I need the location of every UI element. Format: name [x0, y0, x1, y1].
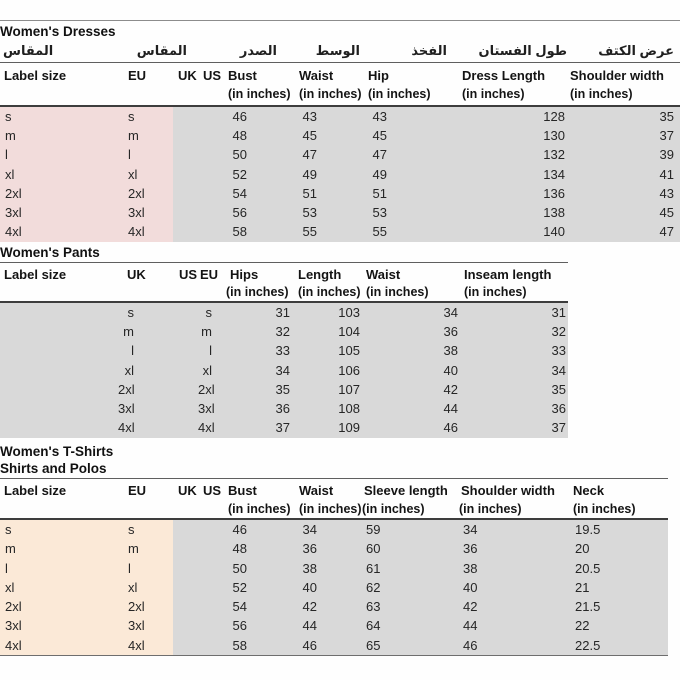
- cell-uk: [173, 636, 200, 656]
- cell-shoulder-width: 47: [568, 222, 680, 242]
- col-header-uk: UK: [178, 68, 197, 83]
- cell-label-size: [0, 361, 118, 381]
- cell-length: 108: [296, 399, 362, 419]
- cell-uk: [173, 520, 200, 540]
- dresses-table-row: [0, 203, 680, 222]
- dresses-table-row: [0, 145, 680, 164]
- cell-waist: 34: [366, 303, 460, 323]
- arabic-label-hip: الفخذ: [411, 43, 447, 58]
- cell-uk: [173, 559, 200, 579]
- cell-waist: 38: [366, 341, 460, 361]
- cell-shoulder-width: 43: [568, 184, 680, 204]
- cell-waist: 46: [366, 418, 460, 438]
- cell-shoulder-width: 36: [459, 539, 571, 559]
- tshirts-table-row: [0, 520, 668, 539]
- pants-table-body: [0, 303, 568, 437]
- cell-dress-length: 134: [462, 165, 568, 185]
- cell-eu-size: xl: [115, 578, 173, 598]
- cell-eu-size: m: [198, 322, 224, 342]
- cell-dress-length: 130: [462, 126, 568, 146]
- cell-label-size: m: [0, 539, 115, 559]
- cell-bust: 50: [226, 559, 250, 579]
- pants-table-row: [0, 341, 568, 360]
- cell-shoulder-width: 38: [459, 559, 571, 579]
- cell-us: [200, 636, 226, 656]
- pants-table-row: [0, 322, 568, 341]
- cell-eu-size: 3xl: [115, 203, 173, 223]
- cell-label-size: 3xl: [0, 203, 115, 223]
- cell-label-size: [0, 341, 118, 361]
- unit-label: (in inches): [570, 87, 633, 101]
- cell-label-size: m: [0, 126, 115, 146]
- cell-waist: 42: [297, 597, 320, 617]
- cell-dress-length: 140: [462, 222, 568, 242]
- cell-label-size: 4xl: [0, 636, 115, 656]
- cell-uk: [173, 597, 200, 617]
- cell-label-size: xl: [0, 578, 115, 598]
- col-header-waist: Waist: [299, 483, 334, 498]
- tshirts-units-row: [0, 502, 668, 518]
- cell-us: [150, 341, 198, 361]
- arabic-label-size: المقاس: [3, 43, 54, 58]
- cell-bust: 48: [226, 126, 250, 146]
- cell-hip: 49: [368, 165, 390, 185]
- cell-bust: 46: [226, 107, 250, 127]
- col-header-label-size: Label size: [4, 483, 67, 498]
- dresses-table-row: [0, 184, 680, 203]
- cell-hips: 37: [224, 418, 292, 438]
- dresses-table-row: [0, 107, 680, 126]
- cell-eu-size: xl: [115, 165, 173, 185]
- cell-waist: 46: [297, 636, 320, 656]
- pants-title: Women's Pants: [0, 245, 100, 260]
- cell-uk-size: 3xl: [118, 399, 150, 419]
- unit-label: (in inches): [462, 87, 525, 101]
- cell-uk: [173, 107, 200, 127]
- cell-us: [200, 165, 226, 185]
- pants-size-table: [0, 243, 568, 438]
- cell-eu-size: l: [115, 559, 173, 579]
- tshirts-subtitle-row: [0, 460, 668, 478]
- cell-shoulder-width: 40: [459, 578, 571, 598]
- unit-label: (in inches): [228, 502, 291, 516]
- cell-uk: [173, 203, 200, 223]
- cell-hip: 51: [368, 184, 390, 204]
- cell-hip: 55: [368, 222, 390, 242]
- cell-dress-length: 136: [462, 184, 568, 204]
- dresses-arabic-header-row: [0, 41, 680, 62]
- cell-neck: 21.5: [571, 597, 668, 617]
- cell-waist: 55: [297, 222, 320, 242]
- cell-uk: [173, 126, 200, 146]
- cell-waist: 51: [297, 184, 320, 204]
- cell-us: [200, 126, 226, 146]
- cell-eu-size: 2xl: [115, 597, 173, 617]
- cell-neck: 21: [571, 578, 668, 598]
- tshirts-size-table: [0, 441, 668, 656]
- col-header-eu: EU: [200, 267, 219, 282]
- cell-label-size: [0, 380, 118, 400]
- cell-shoulder-width: 39: [568, 145, 680, 165]
- cell-neck: 20: [571, 539, 668, 559]
- cell-us: [150, 399, 198, 419]
- col-header-waist: Waist: [299, 68, 334, 83]
- cell-eu-size: 3xl: [198, 399, 224, 419]
- cell-eu-size: 2xl: [115, 184, 173, 204]
- cell-hips: 34: [224, 361, 292, 381]
- cell-uk: [173, 616, 200, 636]
- cell-bust: 56: [226, 203, 250, 223]
- col-header-hips: Hips: [230, 267, 259, 282]
- cell-length: 104: [296, 322, 362, 342]
- cell-label-size: 2xl: [0, 184, 115, 204]
- cell-waist: 45: [297, 126, 320, 146]
- cell-us: [200, 222, 226, 242]
- cell-shoulder-width: 37: [568, 126, 680, 146]
- unit-label: (in inches): [368, 87, 431, 101]
- pants-table-row: [0, 361, 568, 380]
- cell-uk-size: xl: [118, 361, 150, 381]
- cell-waist: 44: [297, 616, 320, 636]
- cell-label-size: s: [0, 107, 115, 127]
- unit-label: (in inches): [573, 502, 636, 516]
- cell-eu-size: 4xl: [198, 418, 224, 438]
- cell-neck: 20.5: [571, 559, 668, 579]
- cell-us: [200, 578, 226, 598]
- tshirts-title-row: [0, 441, 668, 460]
- cell-waist: 47: [297, 145, 320, 165]
- cell-us: [200, 616, 226, 636]
- cell-sleeve-length: 61: [362, 559, 459, 579]
- dresses-table-body: [0, 107, 680, 241]
- cell-label-size: [0, 322, 118, 342]
- cell-dress-length: 132: [462, 145, 568, 165]
- cell-waist: 43: [297, 107, 320, 127]
- cell-waist: 42: [366, 380, 460, 400]
- cell-neck: 19.5: [571, 520, 668, 540]
- cell-waist: 49: [297, 165, 320, 185]
- pants-title-row: [0, 243, 568, 262]
- cell-uk-size: l: [118, 341, 150, 361]
- col-header-dress-length: Dress Length: [462, 68, 546, 83]
- arabic-label-bust: الصدر: [239, 43, 277, 58]
- cell-inseam-length: 35: [464, 380, 568, 400]
- pants-table-row: [0, 418, 568, 437]
- tshirts-table-row: [0, 597, 668, 616]
- tshirts-table-body: [0, 520, 668, 655]
- cell-label-size: l: [0, 559, 115, 579]
- arabic-label-waist: الوسط: [315, 43, 360, 58]
- cell-bust: 56: [226, 616, 250, 636]
- tshirts-header-row: [0, 479, 668, 502]
- pants-table-row: [0, 380, 568, 399]
- cell-length: 103: [296, 303, 362, 323]
- dresses-title: Women's Dresses: [0, 24, 116, 39]
- cell-hips: 35: [224, 380, 292, 400]
- col-header-length: Length: [298, 267, 342, 282]
- cell-hips: 33: [224, 341, 292, 361]
- dresses-table-row: [0, 222, 680, 241]
- col-header-sleeve-length: Sleeve length: [364, 483, 448, 498]
- tshirts-table-row: [0, 559, 668, 578]
- pants-table-row: [0, 303, 568, 322]
- cell-hip: 53: [368, 203, 390, 223]
- cell-shoulder-width: 46: [459, 636, 571, 656]
- col-header-us: US: [203, 68, 222, 83]
- unit-label: (in inches): [298, 285, 361, 299]
- dresses-units-row: [0, 87, 680, 105]
- col-header-waist: Waist: [366, 267, 401, 282]
- cell-label-size: 2xl: [0, 597, 115, 617]
- cell-hips: 36: [224, 399, 292, 419]
- cell-eu-size: m: [115, 126, 173, 146]
- cell-waist: 44: [366, 399, 460, 419]
- cell-us: [200, 203, 226, 223]
- unit-label: (in inches): [299, 502, 362, 516]
- dresses-header-row: [0, 63, 680, 87]
- cell-uk-size: 4xl: [118, 418, 150, 438]
- col-header-eu: EU: [128, 483, 147, 498]
- cell-eu-size: l: [198, 341, 224, 361]
- cell-inseam-length: 34: [464, 361, 568, 381]
- cell-shoulder-width: 45: [568, 203, 680, 223]
- tshirts-title: Women's T-Shirts: [0, 444, 114, 459]
- cell-length: 107: [296, 380, 362, 400]
- cell-hips: 31: [224, 303, 292, 323]
- cell-bust: 54: [226, 184, 250, 204]
- cell-waist: 40: [297, 578, 320, 598]
- tshirts-table-row: [0, 636, 668, 655]
- pants-header-row: [0, 263, 568, 285]
- cell-bust: 50: [226, 145, 250, 165]
- unit-label: (in inches): [459, 502, 522, 516]
- cell-waist: 40: [366, 361, 460, 381]
- cell-hips: 32: [224, 322, 292, 342]
- cell-bust: 48: [226, 539, 250, 559]
- cell-length: 106: [296, 361, 362, 381]
- tshirts-table-row: [0, 578, 668, 597]
- cell-uk-size: 2xl: [118, 380, 150, 400]
- dresses-size-table: [0, 20, 680, 242]
- cell-inseam-length: 36: [464, 399, 568, 419]
- cell-uk-size: m: [118, 322, 150, 342]
- cell-waist: 38: [297, 559, 320, 579]
- cell-waist: 34: [297, 520, 320, 540]
- col-header-uk: UK: [127, 267, 146, 282]
- tshirts-table-row: [0, 539, 668, 558]
- cell-uk: [173, 165, 200, 185]
- cell-us: [150, 380, 198, 400]
- cell-eu-size: 4xl: [115, 222, 173, 242]
- cell-us: [200, 520, 226, 540]
- cell-us: [150, 303, 198, 323]
- unit-label: (in inches): [299, 87, 362, 101]
- tshirts-subtitle: Shirts and Polos: [0, 461, 107, 476]
- cell-neck: 22: [571, 616, 668, 636]
- cell-eu-size: xl: [198, 361, 224, 381]
- dresses-table-row: [0, 165, 680, 184]
- col-header-hip: Hip: [368, 68, 389, 83]
- cell-dress-length: 138: [462, 203, 568, 223]
- cell-us: [200, 184, 226, 204]
- unit-label: (in inches): [464, 285, 527, 299]
- cell-bust: 46: [226, 520, 250, 540]
- cell-shoulder-width: 35: [568, 107, 680, 127]
- tshirts-table-row: [0, 616, 668, 635]
- pants-table-row: [0, 399, 568, 418]
- cell-uk: [173, 184, 200, 204]
- cell-shoulder-width: 44: [459, 616, 571, 636]
- cell-inseam-length: 31: [464, 303, 568, 323]
- cell-us: [150, 322, 198, 342]
- cell-sleeve-length: 59: [362, 520, 459, 540]
- cell-eu-size: s: [115, 520, 173, 540]
- col-header-inseam-length: Inseam length: [464, 267, 552, 282]
- cell-label-size: [0, 399, 118, 419]
- cell-sleeve-length: 60: [362, 539, 459, 559]
- col-header-bust: Bust: [228, 483, 257, 498]
- cell-uk: [173, 539, 200, 559]
- cell-sleeve-length: 62: [362, 578, 459, 598]
- cell-length: 109: [296, 418, 362, 438]
- cell-label-size: l: [0, 145, 115, 165]
- cell-bust: 58: [226, 636, 250, 656]
- col-header-us: US: [178, 267, 197, 282]
- cell-label-size: s: [0, 520, 115, 540]
- col-header-uk: UK: [178, 483, 197, 498]
- cell-us: [200, 107, 226, 127]
- cell-shoulder-width: 34: [459, 520, 571, 540]
- col-header-shoulder-width: Shoulder width: [461, 483, 555, 498]
- cell-sleeve-length: 64: [362, 616, 459, 636]
- dresses-table-row: [0, 126, 680, 145]
- cell-bust: 52: [226, 578, 250, 598]
- cell-uk-size: s: [118, 303, 150, 323]
- arabic-label-dress-length: طول الفستان: [478, 43, 567, 58]
- cell-us: [200, 597, 226, 617]
- cell-eu-size: s: [198, 303, 224, 323]
- cell-eu-size: 3xl: [115, 616, 173, 636]
- unit-label: (in inches): [366, 285, 429, 299]
- arabic-label-shoulder-width: عرض الكتف: [598, 43, 674, 58]
- cell-label-size: 4xl: [0, 222, 115, 242]
- cell-bust: 52: [226, 165, 250, 185]
- cell-us: [150, 418, 198, 438]
- cell-inseam-length: 33: [464, 341, 568, 361]
- cell-us: [200, 559, 226, 579]
- cell-eu-size: 4xl: [115, 636, 173, 656]
- col-header-eu: EU: [128, 68, 147, 83]
- cell-waist: 36: [366, 322, 460, 342]
- cell-waist: 36: [297, 539, 320, 559]
- cell-hip: 45: [368, 126, 390, 146]
- cell-dress-length: 128: [462, 107, 568, 127]
- pants-units-row: [0, 285, 568, 301]
- cell-label-size: [0, 418, 118, 438]
- cell-bust: 54: [226, 597, 250, 617]
- col-header-us: US: [203, 483, 222, 498]
- cell-bust: 58: [226, 222, 250, 242]
- cell-hip: 43: [368, 107, 390, 127]
- col-header-bust: Bust: [228, 68, 257, 83]
- unit-label: (in inches): [228, 87, 291, 101]
- cell-shoulder-width: 42: [459, 597, 571, 617]
- cell-length: 105: [296, 341, 362, 361]
- col-header-label-size: Label size: [4, 267, 67, 282]
- cell-neck: 22.5: [571, 636, 668, 656]
- cell-eu-size: s: [115, 107, 173, 127]
- cell-label-size: xl: [0, 165, 115, 185]
- cell-us: [200, 539, 226, 559]
- cell-uk: [173, 145, 200, 165]
- cell-shoulder-width: 41: [568, 165, 680, 185]
- cell-uk: [173, 578, 200, 598]
- cell-label-size: 3xl: [0, 616, 115, 636]
- cell-hip: 47: [368, 145, 390, 165]
- cell-eu-size: l: [115, 145, 173, 165]
- arabic-label-size-eu: المقاس: [136, 43, 187, 58]
- cell-waist: 53: [297, 203, 320, 223]
- col-header-label-size: Label size: [4, 68, 67, 83]
- unit-label: (in inches): [362, 502, 425, 516]
- cell-us: [150, 361, 198, 381]
- cell-us: [200, 145, 226, 165]
- cell-uk: [173, 222, 200, 242]
- cell-sleeve-length: 65: [362, 636, 459, 656]
- cell-eu-size: m: [115, 539, 173, 559]
- cell-sleeve-length: 63: [362, 597, 459, 617]
- dresses-title-row: [0, 21, 680, 41]
- cell-label-size: [0, 303, 118, 323]
- col-header-neck: Neck: [573, 483, 605, 498]
- col-header-shoulder-width: Shoulder width: [570, 68, 664, 83]
- cell-eu-size: 2xl: [198, 380, 224, 400]
- unit-label: (in inches): [226, 285, 289, 299]
- cell-inseam-length: 37: [464, 418, 568, 438]
- cell-inseam-length: 32: [464, 322, 568, 342]
